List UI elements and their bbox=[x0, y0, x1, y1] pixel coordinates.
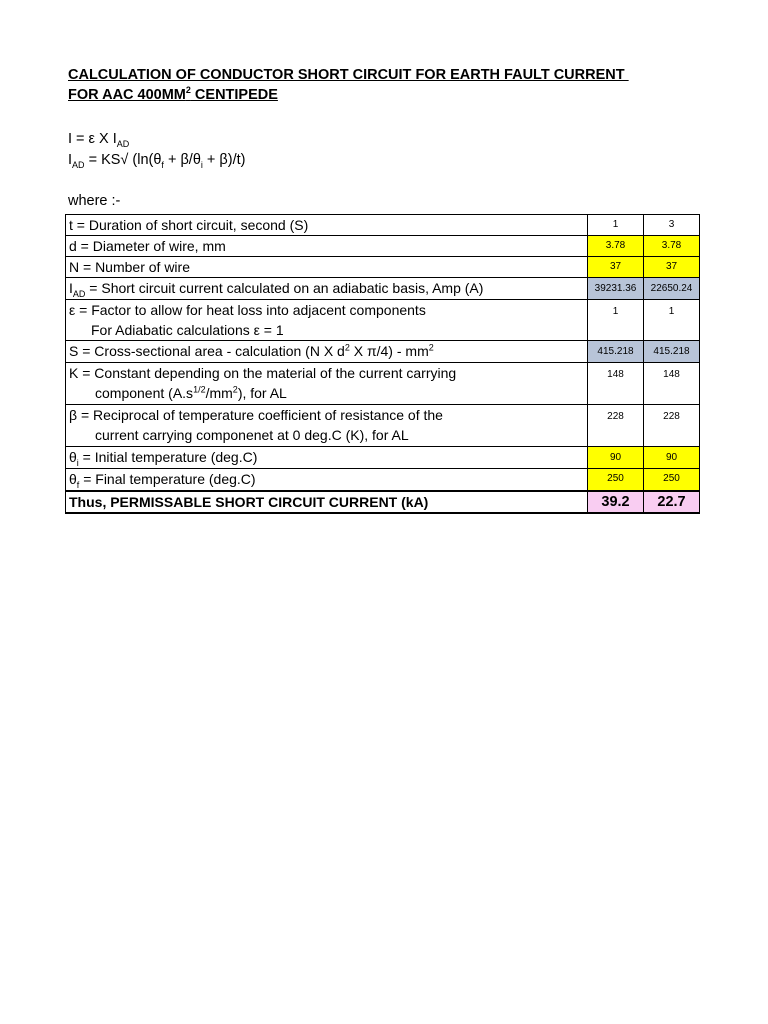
parameters-table bbox=[65, 214, 700, 514]
value-cell: 228 bbox=[644, 405, 700, 447]
eq2-sub-i: i bbox=[200, 159, 203, 170]
eq2-end: + β)/t) bbox=[202, 152, 246, 168]
row-label-line1: ε = Factor to allow for heat loss into adjacent components bbox=[69, 302, 426, 318]
eq2-prefix: I bbox=[68, 152, 73, 168]
total-row bbox=[66, 491, 700, 513]
row-label-post: = Final temperature (deg.C) bbox=[79, 471, 256, 487]
eq1-prefix: I = ε X I bbox=[68, 131, 117, 147]
row-label-sub: AD bbox=[72, 288, 86, 299]
title-line2-prefix: FOR AAC 400MM bbox=[68, 87, 186, 103]
title-line2-suffix: CENTIPEDE bbox=[190, 87, 278, 103]
table-row bbox=[66, 469, 700, 491]
value-cell: 3 bbox=[644, 215, 700, 236]
row-label2-sup2: 2 bbox=[232, 384, 238, 395]
value-cell: 22650.24 bbox=[644, 278, 700, 300]
table-row bbox=[66, 257, 700, 278]
row-label: t = Duration of short circuit, second (S) bbox=[66, 215, 588, 236]
table-row bbox=[66, 215, 700, 236]
row-label2-mid: /mm bbox=[205, 385, 233, 401]
value-cell: 1 bbox=[588, 215, 644, 236]
where-label: where :- bbox=[68, 193, 121, 209]
page-title-line-1: CALCULATION OF CONDUCTOR SHORT CIRCUIT FOR EARTH FAULT CURRENT bbox=[68, 67, 629, 83]
value-cell: 90 bbox=[644, 447, 700, 469]
value-cell: 250 bbox=[588, 469, 644, 491]
page-title-line-2 bbox=[68, 87, 278, 103]
value-cell: 1 bbox=[588, 300, 644, 341]
row-label-line2 bbox=[69, 383, 587, 403]
value-cell: 415.218 bbox=[588, 341, 644, 363]
row-label bbox=[66, 363, 588, 405]
row-label-post: X π/4) - mm bbox=[349, 343, 429, 359]
row-label: d = Diameter of wire, mm bbox=[66, 236, 588, 257]
value-cell: 3.78 bbox=[644, 236, 700, 257]
row-label bbox=[66, 278, 588, 300]
value-cell: 1 bbox=[644, 300, 700, 341]
row-label-sub: i bbox=[76, 457, 79, 468]
value-cell: 228 bbox=[588, 405, 644, 447]
row-label: N = Number of wire bbox=[66, 257, 588, 278]
table-row bbox=[66, 278, 700, 300]
table-row bbox=[66, 236, 700, 257]
eq2-mid2: + β/θ bbox=[163, 152, 201, 168]
row-label-line2: For Adiabatic calculations ε = 1 bbox=[91, 322, 284, 338]
row-label-post: = Short circuit current calculated on an adiabatic basis, Amp (A) bbox=[85, 280, 484, 296]
title-line2-sup: 2 bbox=[185, 85, 191, 96]
row-label-line1: β = Reciprocal of temperature coefficient of resistance of the bbox=[69, 407, 443, 423]
row-label-pre: S = Cross-sectional area - calculation (N X d bbox=[69, 343, 345, 359]
value-cell: 148 bbox=[644, 363, 700, 405]
row-label bbox=[66, 341, 588, 363]
value-cell: 148 bbox=[588, 363, 644, 405]
row-label2-sup: 1/2 bbox=[193, 384, 206, 395]
value-cell: 90 bbox=[588, 447, 644, 469]
value-cell: 37 bbox=[644, 257, 700, 278]
eq2-mid1: = KS√ (ln(θ bbox=[84, 152, 162, 168]
row-label-line1: K = Constant depending on the material of the current carrying bbox=[69, 365, 457, 381]
table-row bbox=[66, 300, 700, 341]
table-row bbox=[66, 447, 700, 469]
total-value-2: 22.7 bbox=[644, 491, 700, 513]
value-cell: 250 bbox=[644, 469, 700, 491]
row-label-post: = Initial temperature (deg.C) bbox=[78, 449, 258, 465]
row-label-sup2: 2 bbox=[428, 342, 434, 353]
row-label bbox=[66, 405, 588, 447]
value-cell: 37 bbox=[588, 257, 644, 278]
row-label-line2: current carrying componenet at 0 deg.C (K), for AL bbox=[95, 427, 409, 443]
eq2-sub-f: f bbox=[161, 159, 164, 170]
row-label2-post: ), for AL bbox=[237, 385, 287, 401]
row-label-pre: θ bbox=[69, 449, 77, 465]
row-label-pre: θ bbox=[69, 471, 77, 487]
eq2-sub: AD bbox=[72, 159, 85, 170]
total-label: Thus, PERMISSABLE SHORT CIRCUIT CURRENT (kA) bbox=[66, 491, 588, 513]
row-label2-pre: component (A.s bbox=[95, 385, 194, 401]
row-label-pre: I bbox=[69, 280, 73, 296]
row-label-sup: 2 bbox=[344, 342, 350, 353]
row-label-sub: f bbox=[76, 479, 80, 490]
table-row bbox=[66, 363, 700, 405]
equation-current bbox=[68, 131, 129, 147]
value-cell: 415.218 bbox=[644, 341, 700, 363]
row-label bbox=[66, 447, 588, 469]
table-row bbox=[66, 341, 700, 363]
equation-adiabatic bbox=[68, 152, 246, 168]
total-value-1: 39.2 bbox=[588, 491, 644, 513]
value-cell: 3.78 bbox=[588, 236, 644, 257]
table-row bbox=[66, 405, 700, 447]
value-cell: 39231.36 bbox=[588, 278, 644, 300]
eq1-sub: AD bbox=[116, 138, 130, 149]
row-label bbox=[66, 469, 588, 491]
row-label bbox=[66, 300, 588, 341]
